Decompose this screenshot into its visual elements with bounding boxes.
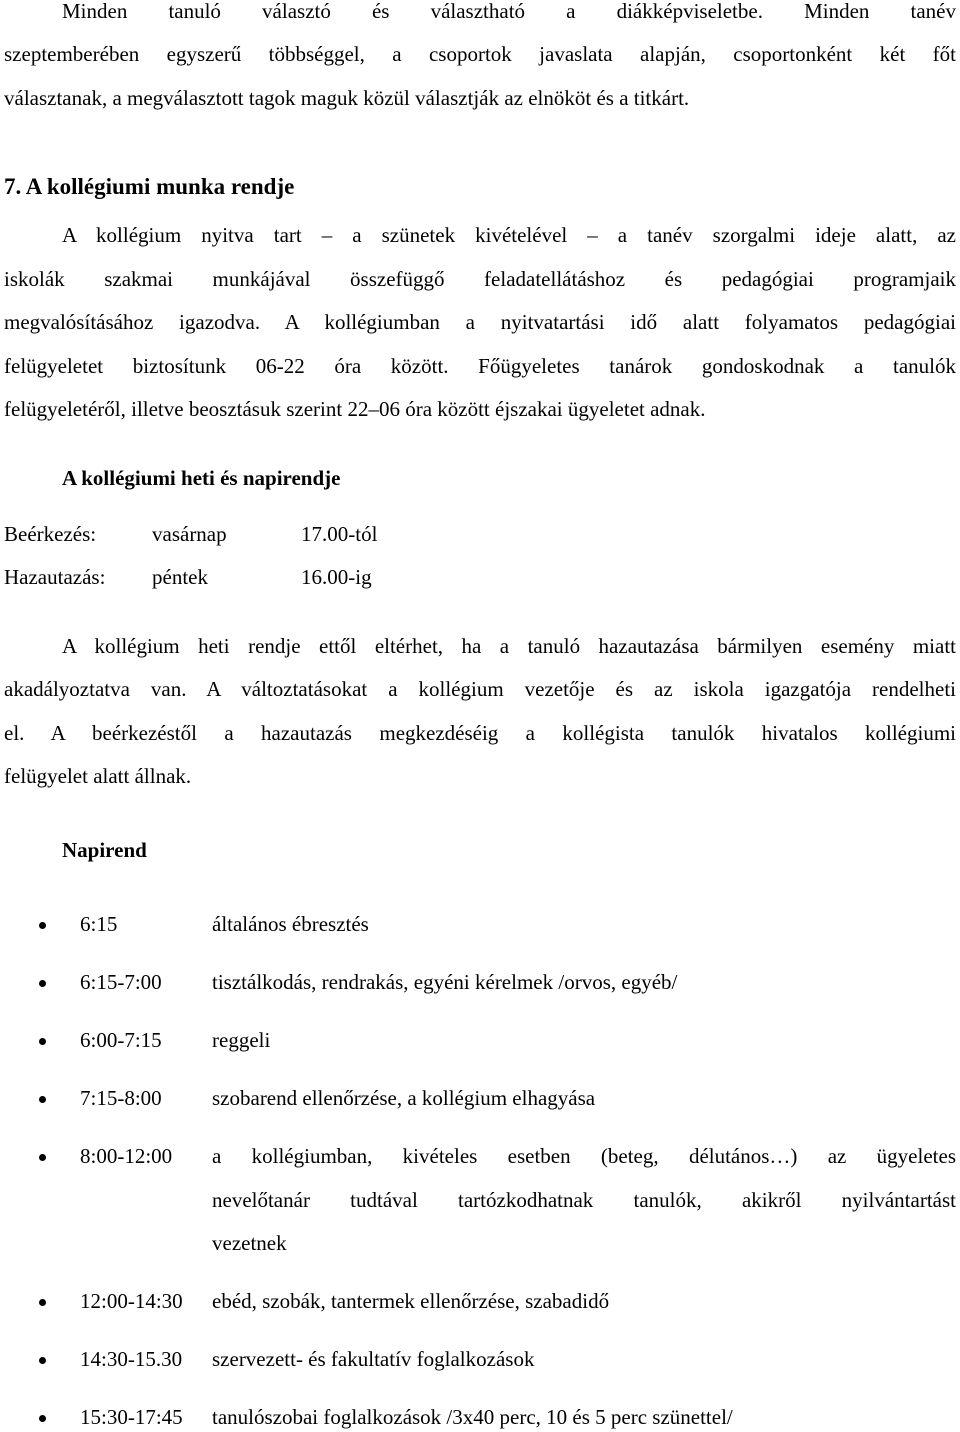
item-desc: tisztálkodás, rendrakás, egyéni kérelmek /orvos, egyéb/ <box>212 970 678 994</box>
weekly-label: Beérkezés: <box>4 522 97 546</box>
section-heading: 7. A kollégiumi munka rendje <box>4 174 295 199</box>
item-desc: szobarend ellenőrzése, a kollégium elhagyása <box>212 1086 596 1110</box>
item-time: 6:15-7:00 <box>80 970 162 994</box>
weekly-time: 17.00-tól <box>301 522 378 546</box>
item-desc: a kollégiumban, kivételes esetben (beteg, délutános…) az ügyeletes <box>212 1144 956 1168</box>
bullet-icon <box>39 1357 46 1364</box>
napirend-heading: Napirend <box>62 838 147 862</box>
paragraph-line: iskolák szakmai munkájával összefüggő feladatellátáshoz és pedagógiai programjaik <box>4 267 956 291</box>
item-desc: reggeli <box>212 1028 271 1052</box>
item-time: 6:15 <box>80 912 118 936</box>
item-desc: nevelőtanár tudtával tartózkodhatnak tanulók, akikről nyilvántartást <box>212 1188 956 1212</box>
item-desc: ebéd, szobák, tantermek ellenőrzése, szabadidő <box>212 1289 610 1313</box>
bullet-icon <box>39 1096 46 1103</box>
item-desc: szervezett- és fakultatív foglalkozások <box>212 1347 535 1371</box>
item-time: 15:30-17:45 <box>80 1405 183 1429</box>
paragraph-line: el. A beérkezéstől a hazautazás megkezdéséig a kollégista tanulók hivatalos kollégiumi <box>4 721 956 745</box>
item-time: 7:15-8:00 <box>80 1086 162 1110</box>
bullet-icon <box>39 1299 46 1306</box>
intro-line: szeptemberében egyszerű többséggel, a csoportok javaslata alapján, csoportonként két főt <box>4 42 956 66</box>
weekly-heading: A kollégiumi heti és napirendje <box>62 466 341 490</box>
bullet-icon <box>39 1038 46 1045</box>
bullet-icon <box>39 980 46 987</box>
item-desc: vezetnek <box>212 1231 287 1255</box>
paragraph-line: felügyelet alatt állnak. <box>4 764 192 788</box>
bullet-icon <box>39 922 46 929</box>
weekly-day: péntek <box>152 565 208 589</box>
paragraph-line: felügyeletet biztosítunk 06-22 óra között. Főügyeletes tanárok gondoskodnak a tanulók <box>4 354 956 378</box>
bullet-icon <box>39 1154 46 1161</box>
paragraph-line: A kollégium heti rendje ettől eltérhet, ha a tanuló hazautazása bármilyen esemény miatt <box>62 634 956 658</box>
paragraph-line: A kollégium nyitva tart – a szünetek kivételével – a tanév szorgalmi ideje alatt, az <box>62 223 956 247</box>
bullet-icon <box>39 1415 46 1422</box>
item-time: 14:30-15.30 <box>80 1347 183 1371</box>
item-time: 8:00-12:00 <box>80 1144 173 1168</box>
paragraph-line: akadályoztatva van. A változtatásokat a kollégium vezetője és az iskola igazgatója rendelheti <box>4 677 956 701</box>
item-desc: tanulószobai foglalkozások /3x40 perc, 10 és 5 perc szünettel/ <box>212 1405 733 1429</box>
intro-line: választanak, a megválasztott tagok maguk közül választják az elnököt és a titkárt. <box>4 86 690 110</box>
weekly-day: vasárnap <box>152 522 227 546</box>
item-time: 12:00-14:30 <box>80 1289 183 1313</box>
weekly-time: 16.00-ig <box>301 565 372 589</box>
item-time: 6:00-7:15 <box>80 1028 162 1052</box>
weekly-label: Hazautazás: <box>4 565 106 589</box>
paragraph-line: megvalósításához igazodva. A kollégiumban a nyitvatartási idő alatt folyamatos pedagógiai <box>4 310 956 334</box>
item-desc: általános ébresztés <box>212 912 369 936</box>
intro-line: Minden tanuló választó és választható a diákképviseletbe. Minden tanév <box>62 0 956 23</box>
paragraph-line: felügyeletéről, illetve beosztásuk szerint 22–06 óra között éjszakai ügyeletet adnak. <box>4 397 706 421</box>
